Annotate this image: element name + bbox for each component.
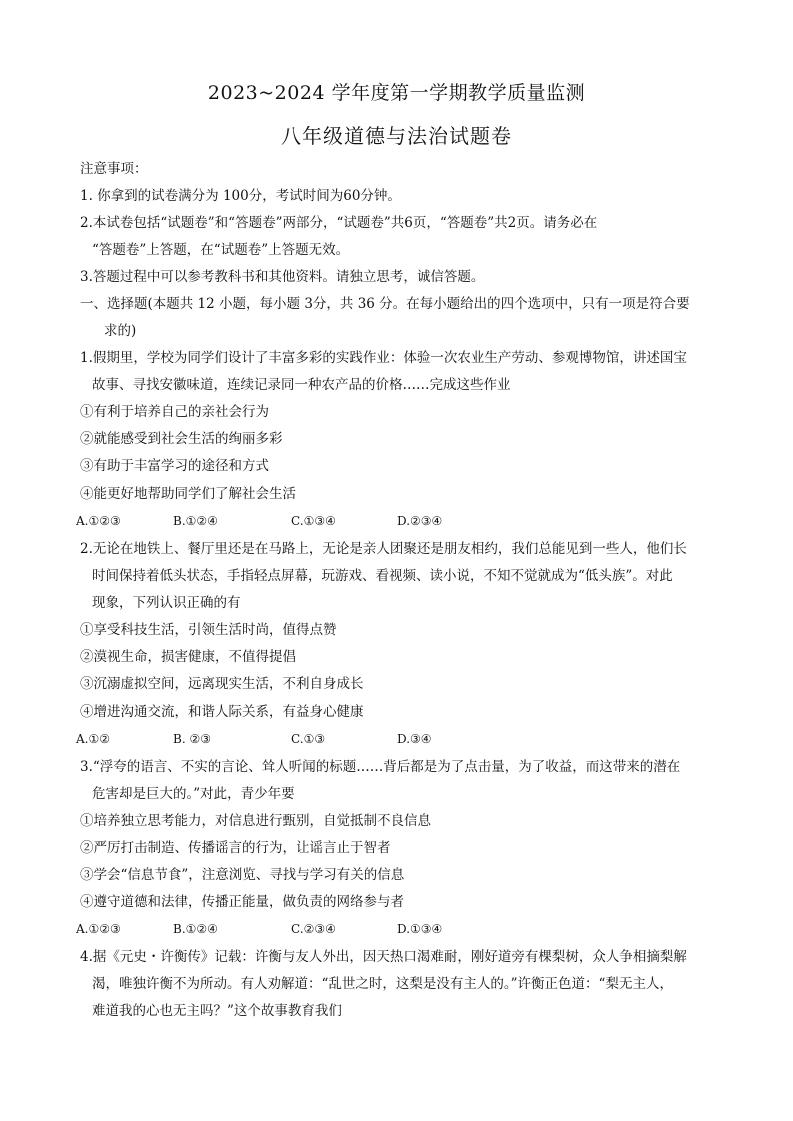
- notes-heading: 注意事项：: [80, 161, 148, 177]
- q2-option-d: D.③④: [397, 732, 432, 746]
- q2-stem-line-1: 2.无论在地铁上、餐厅里还是在马路上，无论是亲人团聚还是朋友相约，我们总能见到一些人，他们长: [80, 541, 687, 557]
- q4-stem-line-1: 4.据《元史・许衡传》记载：许衡与友人外出，因天热口渴难耐，刚好道旁有棵梨树，众人争相摘梨解: [80, 949, 687, 965]
- note-1: 1. 你拿到的试卷满分为 100分，考试时间为60分钟。: [80, 188, 401, 204]
- q1-statement-2: ②就能感受到社会生活的绚丽多彩: [80, 431, 283, 447]
- q1-stem-line-2: 故事、寻找安徽味道，连续记录同一种农产品的价格……完成这些作业: [92, 377, 511, 393]
- exam-subtitle: 八年级道德与法治试题卷: [281, 124, 512, 148]
- q3-statement-2: ②严厉打击制造、传播谣言的行为，让谣言止于智者: [80, 840, 391, 856]
- q2-option-c: C.①③: [291, 732, 326, 746]
- q2-stem-line-2: 时间保持着低头状态，手指轻点屏幕，玩游戏、看视频、读小说，不知不觉就成为“低头族”。对此: [92, 568, 673, 584]
- q3-option-a: A.①②③: [76, 922, 121, 936]
- q3-statement-1: ①培养独立思考能力，对信息进行甄别，自觉抵制不良信息: [80, 813, 431, 829]
- q3-statement-4: ④遵守道德和法律，传播正能量，做负责的网络参与者: [80, 894, 404, 910]
- q2-options: [76, 731, 676, 747]
- q1-statement-1: ①有利于培养自己的亲社会行为: [80, 404, 269, 420]
- q3-statement-3: ③学会“信息节食”，注意浏览、寻找与学习有关的信息: [80, 867, 405, 883]
- q1-option-a: A.①②③: [76, 514, 121, 528]
- exam-title: 2023~2024 学年度第一学期教学质量监测: [207, 82, 586, 104]
- section-header-line-2: 求的): [104, 323, 137, 339]
- q2-option-b: B. ②③: [173, 732, 211, 746]
- q3-stem-line-1: 3.“浮夸的语言、不实的言论、耸人听闻的标题……背后都是为了点击量，为了收益，而这带来的潜在: [80, 759, 681, 775]
- q3-option-b: B.①②④: [173, 922, 218, 936]
- q1-statement-3: ③有助于丰富学习的途径和方式: [80, 458, 269, 474]
- q1-stem-line-1: 1.假期里，学校为同学们设计了丰富多彩的实践作业：体验一次农业生产劳动、参观博物馆，讲述国宝: [80, 350, 687, 366]
- q1-option-d: D.②③④: [397, 514, 443, 528]
- q1-statement-4: ④能更好地帮助同学们了解社会生活: [80, 486, 296, 502]
- q2-statement-2: ②漠视生命，损害健康，不值得提倡: [80, 649, 296, 665]
- q2-statement-3: ③沉溺虚拟空间，远离现实生活，不利自身成长: [80, 676, 364, 692]
- q1-option-c: C.①③④: [291, 514, 336, 528]
- q3-option-d: D.①③④: [397, 922, 443, 936]
- section-header-line-1: 一、选择题(本题共 12 小题，每小题 3分，共 36 分。在每小题给出的四个选项中，只有一项是符合要: [80, 296, 690, 312]
- note-3: 3.答题过程中可以参考教科书和其他资料。请独立思考，诚信答题。: [80, 269, 485, 285]
- q1-option-b: B.①②④: [173, 514, 218, 528]
- q2-option-a: A.①②: [76, 732, 110, 746]
- q3-option-c: C.②③④: [291, 922, 336, 936]
- q2-statement-1: ①享受科技生活，引领生活时尚，值得点赞: [80, 622, 337, 638]
- q1-options: [76, 513, 676, 529]
- note-2-line-2: “答题卷”上答题，在“试题卷”上答题无效。: [92, 242, 350, 258]
- q2-stem-line-3: 现象，下列认识正确的有: [92, 595, 241, 611]
- q4-stem-line-3: 难道我的心也无主吗？”这个故事教育我们: [92, 1003, 342, 1019]
- q3-options: [76, 921, 676, 937]
- q2-statement-4: ④增进沟通交流，和谐人际关系，有益身心健康: [80, 704, 364, 720]
- q3-stem-line-2: 危害却是巨大的。”对此，青少年要: [92, 786, 295, 802]
- note-2-line-1: 2.本试卷包括“试题卷”和“答题卷”两部分，“试题卷”共6页，“答题卷”共2页。请务必在: [80, 215, 598, 231]
- q4-stem-line-2: 渴，唯独许衡不为所动。有人劝解道：“乱世之时，这梨是没有主人的。”许衡正色道：“梨无主人，: [92, 976, 673, 992]
